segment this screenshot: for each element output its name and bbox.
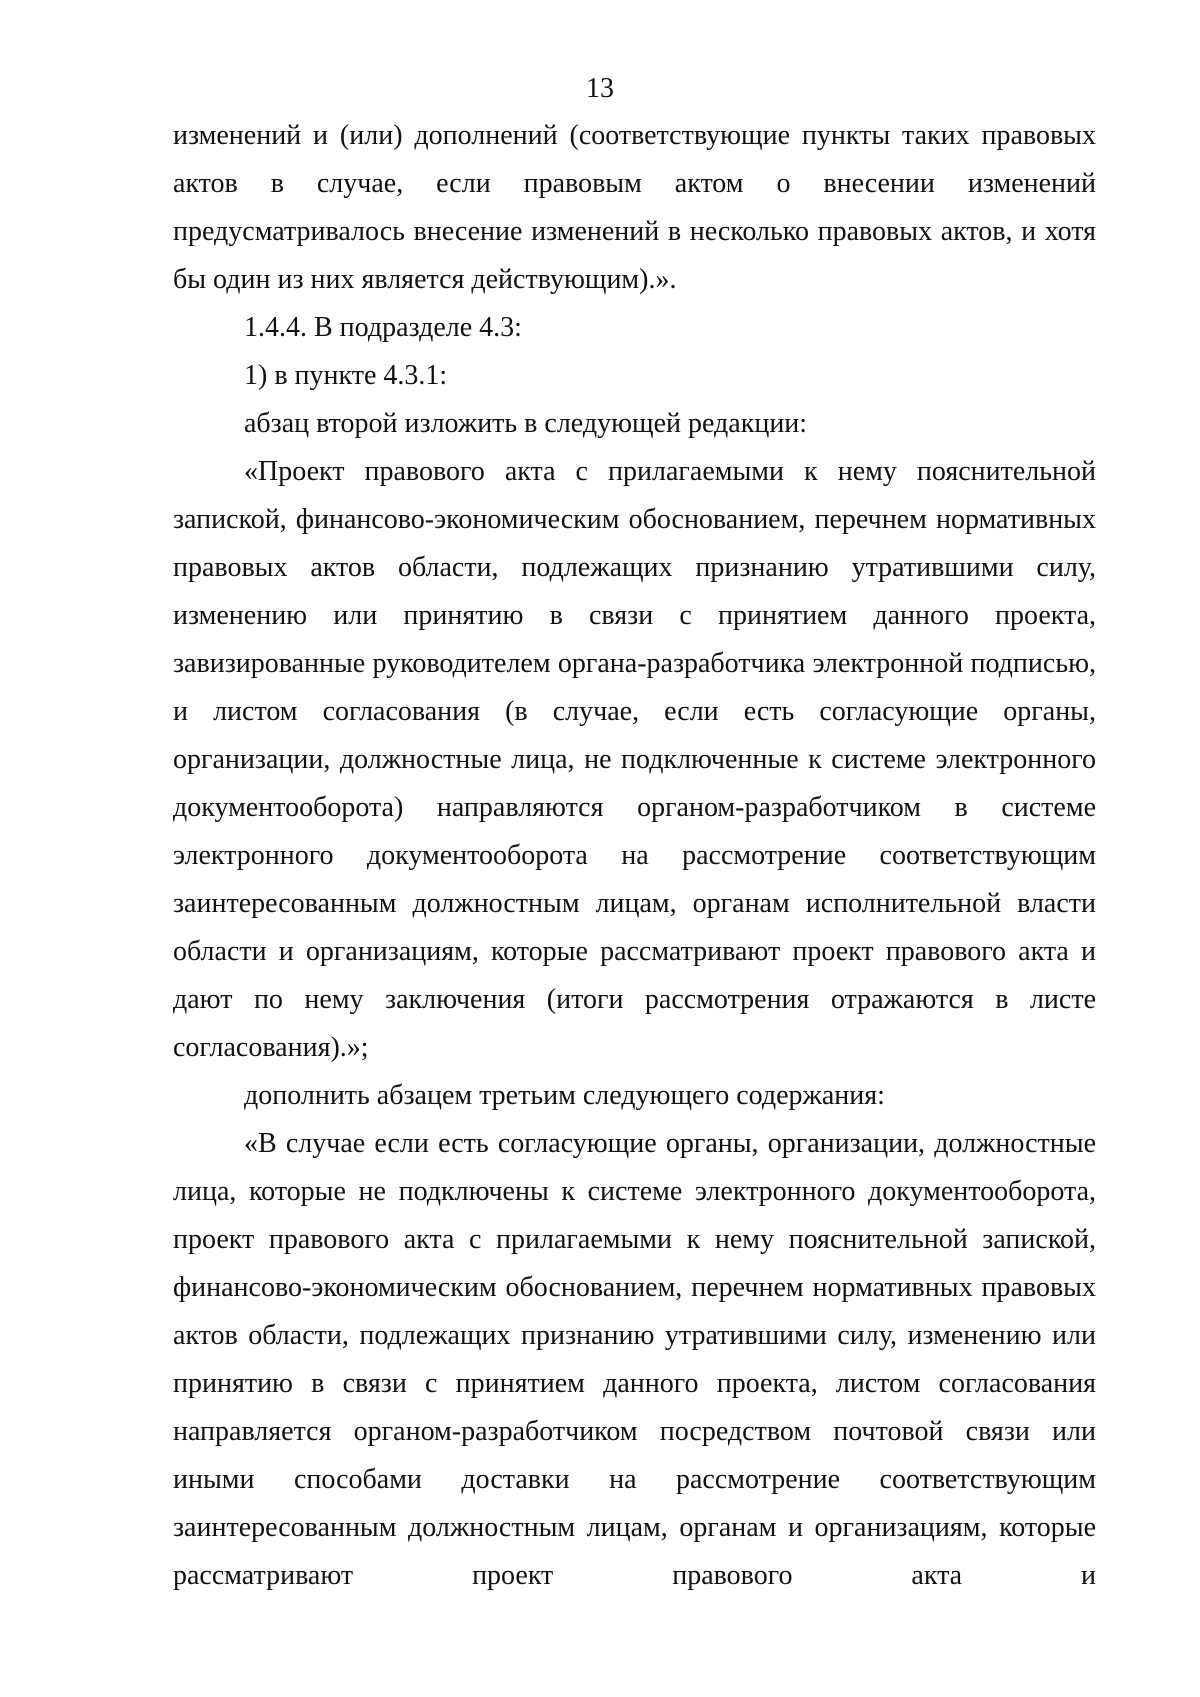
paragraph-item-heading: 1) в пункте 4.3.1: (244, 360, 448, 391)
paragraph-instruction-2: дополнить абзацем третьим следующего содержания: (244, 1080, 885, 1111)
paragraph-instruction-1: абзац второй изложить в следующей редакции: (244, 408, 808, 439)
paragraph-continuation: изменений и (или) дополнений (соответствующие пункты таких правовых актов в случае, если правовым актом о внесении изменений предусматривалось внесение изменений в несколько правовых актов, и хотя бы один из них является действующим).». (173, 120, 1096, 295)
page-number: 13 (586, 73, 614, 104)
paragraph-subsection-heading: 1.4.4. В подразделе 4.3: (244, 312, 522, 343)
paragraph-quoted-text-2: «В случае если есть согласующие органы, организации, должностные лица, которые не подключены к системе электронного документооборота, проект правового акта с прилагаемыми к нему пояснительной запиской, финансово-экономическим обоснованием, перечнем нормативных правовых актов области, подлежащих признанию утратившими силу, изменению или принятию в связи с принятием данного проекта, листом согласования направляется органом-разработчиком посредством почтовой связи или иными способами доставки на рассмотрение соответствующим заинтересованным должностным лицам, органам и организациям, которые рассматривают проект правового акта и (173, 1128, 1096, 1591)
document-body (173, 112, 1096, 1600)
paragraph-quoted-text-1: «Проект правового акта с прилагаемыми к нему пояснительной запиской, финансово-экономическим обоснованием, перечнем нормативных правовых актов области, подлежащих признанию утратившими силу, изменению или принятию в связи с принятием данного проекта, завизированные руководителем органа-разработчика электронной подписью, и листом согласования (в случае, если есть согласующие органы, организации, должностные лица, не подключенные к системе электронного документооборота) направляются органом-разработчиком в системе электронного документооборота на рассмотрение соответствующим заинтересованным должностным лицам, органам исполнительной власти области и организациям, которые рассматривают проект правового акта и дают по нему заключения (итоги рассмотрения отражаются в листе согласования).»; (173, 456, 1096, 1063)
